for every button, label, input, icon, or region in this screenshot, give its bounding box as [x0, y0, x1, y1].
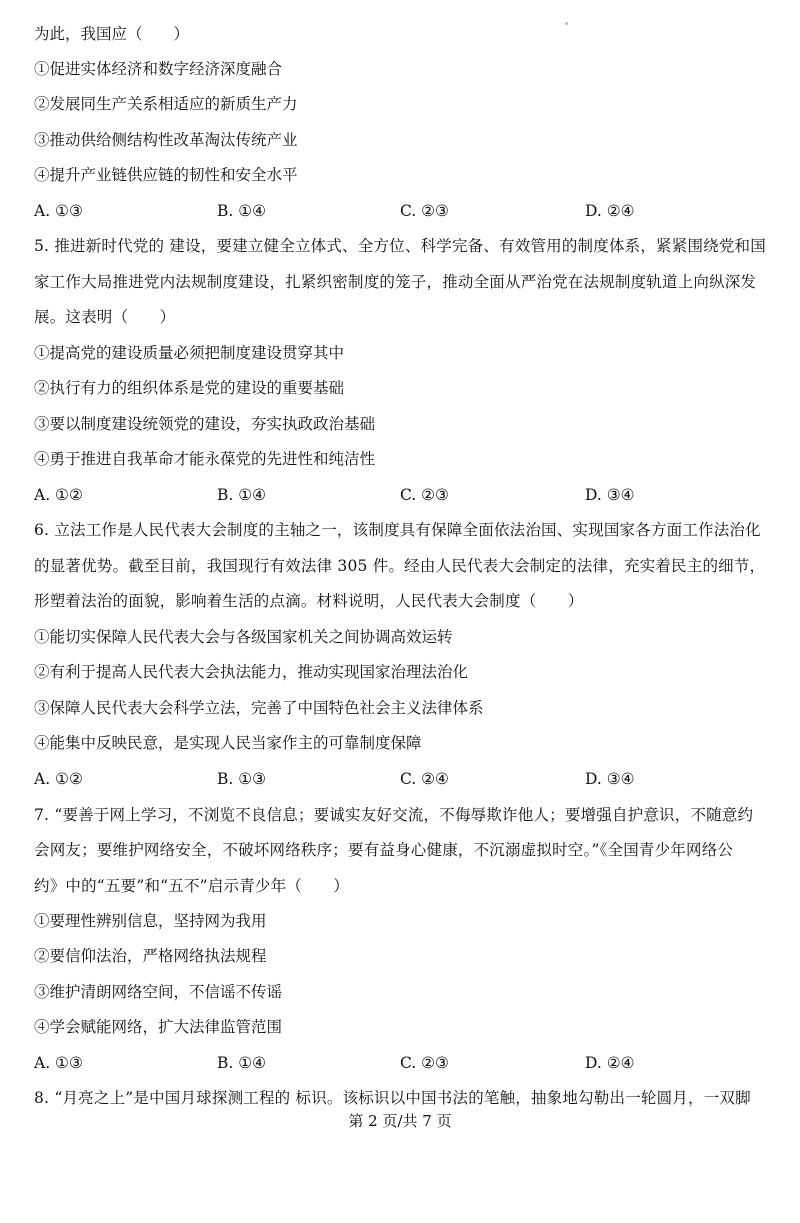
- q5-stem-line-1: 5. 推进新时代党的 建设，要建立健全立体式、全方位、科学完备、有效管用的制度体系，紧紧围绕党和国: [34, 237, 766, 255]
- q6-stem-line-2: 的显著优势。截至目前，我国现行有效法律 305 件。经由人民代表大会制定的法律，充实着民主的细节，: [34, 557, 766, 575]
- q4-option-c: C. ②③: [400, 202, 449, 220]
- q6-options: [34, 769, 774, 789]
- q6-statement-1: ①能切实保障人民代表大会与各级国家机关之间协调高效运转: [34, 628, 453, 646]
- q4-statement-2: ②发展同生产关系相适应的新质生产力: [34, 95, 298, 113]
- q5-option-b: B. ①④: [217, 486, 267, 504]
- q4-options: [34, 201, 774, 221]
- q6-option-d: D. ③④: [585, 770, 635, 788]
- q4-statement-3: ③推动供给侧结构性改革淘汰传统产业: [34, 131, 298, 149]
- q5-stem-line-3: 展。这表明（ ）: [34, 308, 176, 326]
- q6-option-c: C. ②④: [400, 770, 449, 788]
- q7-option-b: B. ①④: [217, 1054, 267, 1072]
- q5-option-a: A. ①②: [34, 486, 83, 504]
- q5-statement-1: ①提高党的建设质量必须把制度建设贯穿其中: [34, 344, 345, 362]
- q6-stem-line-3: 形塑着法治的面貌，影响着生活的点滴。材料说明，人民代表大会制度（ ）: [34, 592, 584, 610]
- q4-statement-4: ④提升产业链供应链的韧性和安全水平: [34, 166, 298, 184]
- q7-statement-3: ③维护清朗网络空间，不信谣不传谣: [34, 983, 283, 1001]
- q7-option-a: A. ①③: [34, 1054, 83, 1072]
- q5-option-c: C. ②③: [400, 486, 449, 504]
- q5-statement-4: ④勇于推进自我革命才能永葆党的先进性和纯洁性: [34, 450, 376, 468]
- q6-option-a: A. ①②: [34, 770, 83, 788]
- q5-stem-line-2: 家工作大局推进党内法规制度建设，扎紧织密制度的笼子，推动全面从严治党在法规制度轨道上向纵深发: [34, 273, 757, 291]
- q4-option-d: D. ②④: [585, 202, 635, 220]
- q8-stem-line-1: 8. “月亮之上”是中国月球探测工程的 标识。该标识以中国书法的笔触，抽象地勾勒出一轮圆月，一双脚: [34, 1089, 751, 1107]
- q6-statement-4: ④能集中反映民意，是实现人民当家作主的可靠制度保障: [34, 734, 422, 752]
- q7-options: [34, 1053, 774, 1073]
- q6-stem-line-1: 6. 立法工作是人民代表大会制度的主轴之一，该制度具有保障全面依法治国、实现国家各方面工作法治化: [34, 521, 761, 539]
- q5-statement-3: ③要以制度建设统领党的建设，夯实执政政治基础: [34, 415, 376, 433]
- q7-statement-2: ②要信仰法治，严格网络执法规程: [34, 947, 267, 965]
- page-number-footer: 第 2 页/共 7 页: [348, 1112, 452, 1130]
- q4-statement-1: ①促进实体经济和数字经济深度融合: [34, 60, 283, 78]
- q6-option-b: B. ①③: [217, 770, 267, 788]
- q4-option-b: B. ①④: [217, 202, 267, 220]
- q7-stem-line-2: 会网友；要维护网络安全，不破坏网络秩序；要有益身心健康，不沉溺虚拟时空。”《全国青少年网络公: [34, 841, 734, 859]
- q7-option-d: D. ②④: [585, 1054, 635, 1072]
- q5-options: [34, 485, 774, 505]
- q7-option-c: C. ②③: [400, 1054, 449, 1072]
- q6-statement-3: ③保障人民代表大会科学立法，完善了中国特色社会主义法律体系: [34, 699, 484, 717]
- q7-statement-4: ④学会赋能网络，扩大法律监管范围: [34, 1018, 283, 1036]
- q6-statement-2: ②有利于提高人民代表大会执法能力，推动实现国家治理法治化: [34, 663, 469, 681]
- q5-option-d: D. ③④: [585, 486, 635, 504]
- q4-option-a: A. ①③: [34, 202, 83, 220]
- q5-statement-2: ②执行有力的组织体系是党的建设的重要基础: [34, 379, 345, 397]
- q4-stem-end: 为此，我国应（ ）: [34, 25, 190, 43]
- q7-statement-1: ①要理性辨别信息，坚持网为我用: [34, 912, 267, 930]
- q7-stem-line-3: 约》中的“五要”和“五不”启示青少年（ ）: [34, 877, 350, 895]
- q7-stem-line-1: 7. “要善于网上学习，不浏览不良信息；要诚实友好交流，不侮辱欺诈他人；要增强自护意识，不随意约: [34, 806, 754, 824]
